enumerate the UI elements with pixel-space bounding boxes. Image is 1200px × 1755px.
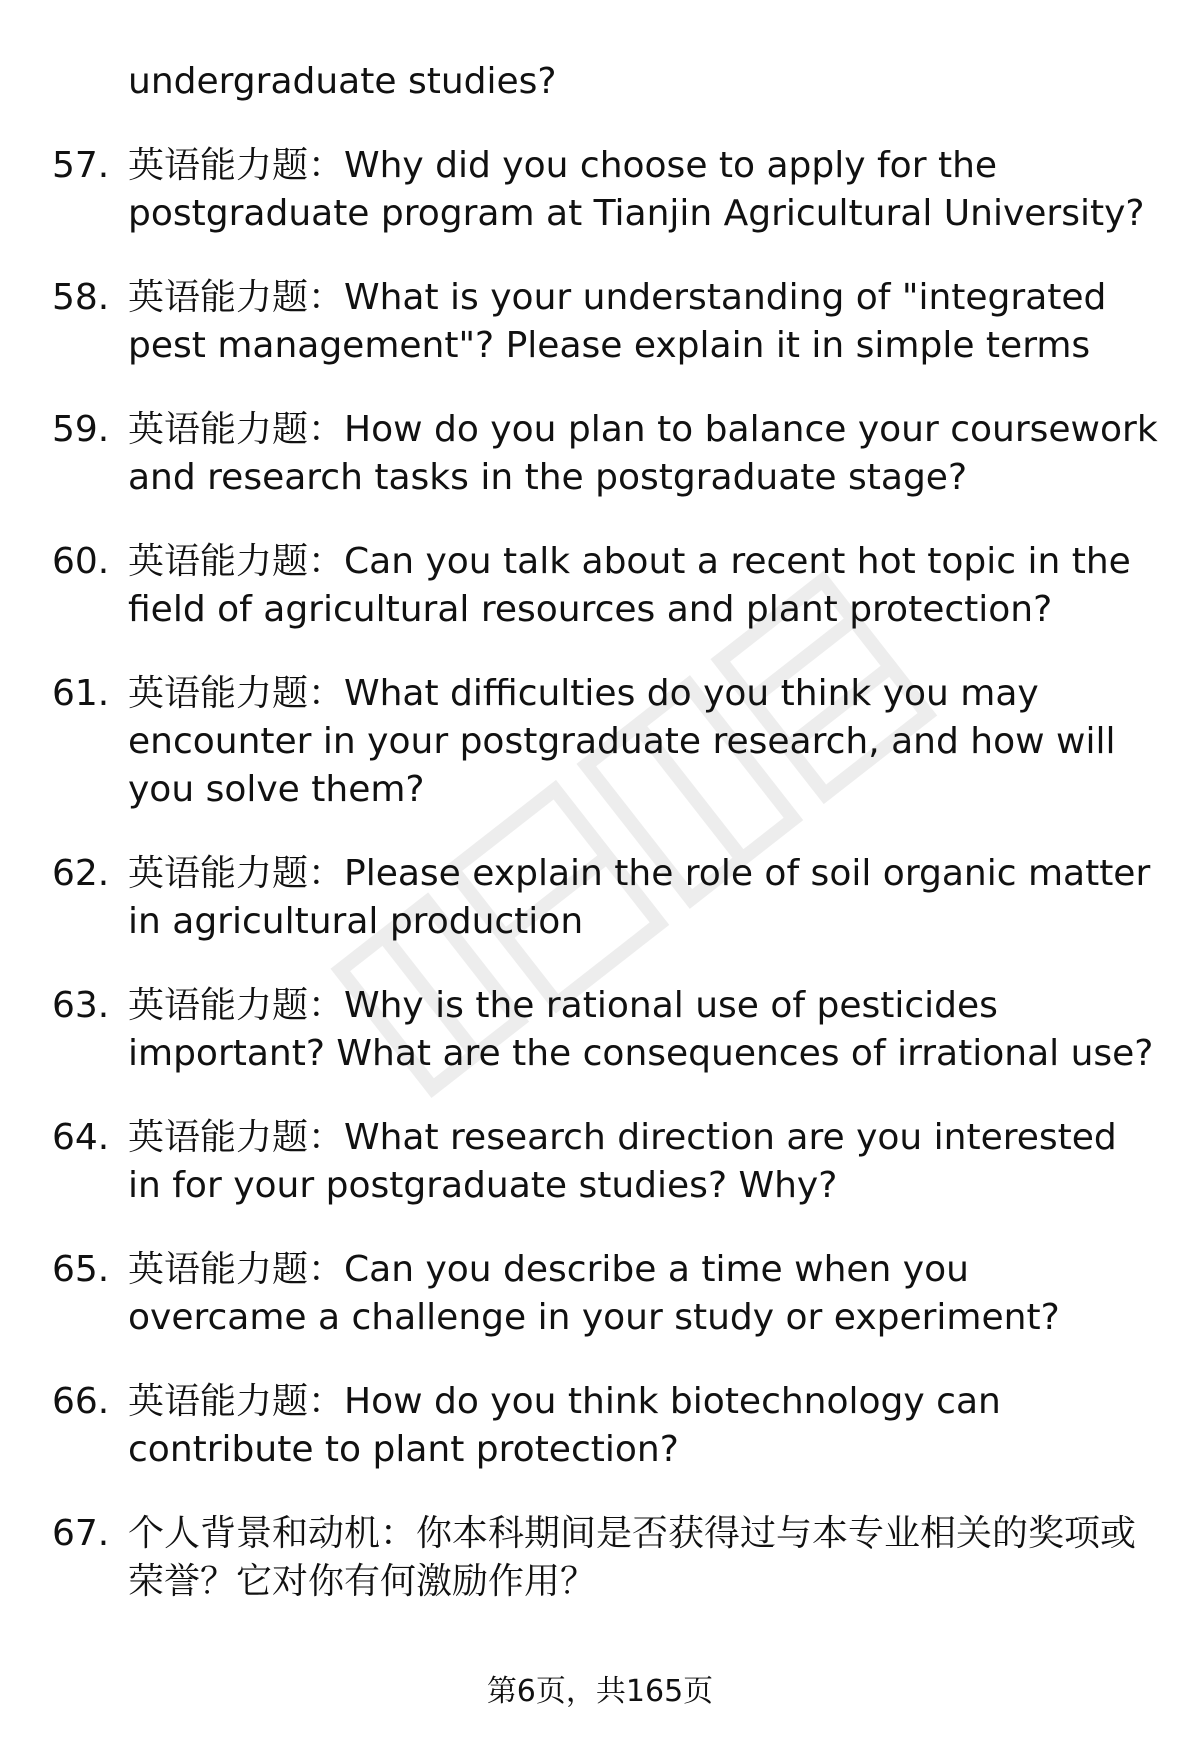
question-number: 66. <box>52 1381 110 1422</box>
question-number: 67. <box>52 1513 110 1554</box>
question-text: 英语能力题：Can you describe a time when you overcame a challenge in your study or experiment? <box>128 1249 1060 1338</box>
question-text: 英语能力题：Why is the rational use of pesticides important? What are the consequences of irrational use? <box>128 985 1154 1074</box>
question-text: 英语能力题：Why did you choose to apply for the postgraduate program at Tianjin Agricultural University? <box>128 145 1145 234</box>
question-number: 57. <box>52 145 110 186</box>
page-number-footer: 第6页，共165页 <box>486 1674 714 1709</box>
question-number: 63. <box>52 985 110 1026</box>
question-item <box>0 1378 1200 1510</box>
question-number: 62. <box>52 853 110 894</box>
question-number: 61. <box>52 673 110 714</box>
question-text: 英语能力题：Can you talk about a recent hot topic in the field of agricultural resources and plant protection? <box>128 541 1131 630</box>
question-text: 英语能力题：What research direction are you interested in for your postgraduate studies? Why? <box>128 1117 1117 1206</box>
question-number: 58. <box>52 277 110 318</box>
question-item <box>0 670 1200 850</box>
question-number: 65. <box>52 1249 110 1290</box>
question-item <box>0 274 1200 406</box>
question-text: 英语能力题：How do you plan to balance your coursework and research tasks in the postgraduate stage? <box>128 409 1158 498</box>
question-item <box>0 142 1200 274</box>
question-item <box>0 1246 1200 1378</box>
question-list <box>0 142 1200 1642</box>
question-number: 60. <box>52 541 110 582</box>
question-item <box>0 1114 1200 1246</box>
question-text: 英语能力题：What is your understanding of "integrated pest management"? Please explain it in simple terms <box>128 277 1107 366</box>
question-text: 英语能力题：What difficulties do you think you may encounter in your postgraduate research, and how will you solve them? <box>128 673 1116 810</box>
question-item <box>0 850 1200 982</box>
question-number: 59. <box>52 409 110 450</box>
question-number: 64. <box>52 1117 110 1158</box>
continued-question-text: undergraduate studies? <box>128 61 557 102</box>
question-item <box>0 406 1200 538</box>
question-item <box>0 1510 1200 1642</box>
question-item <box>0 982 1200 1114</box>
question-text: 英语能力题：Please explain the role of soil organic matter in agricultural production <box>128 853 1151 942</box>
question-item <box>0 538 1200 670</box>
question-text: 个人背景和动机：你本科期间是否获得过与本专业相关的奖项或荣誉？它对你有何激励作用？ <box>128 1513 1137 1602</box>
question-text: 英语能力题：How do you think biotechnology can contribute to plant protection? <box>128 1381 1001 1470</box>
